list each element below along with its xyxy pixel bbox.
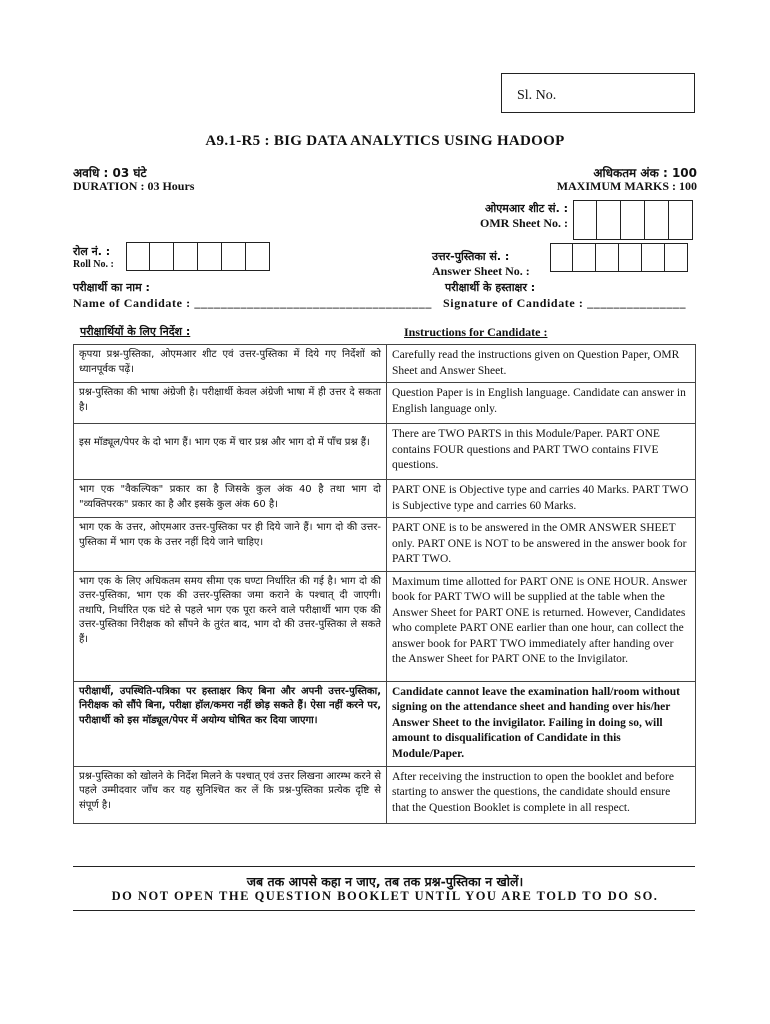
- omr-sheet-number-boxes[interactable]: [573, 200, 693, 240]
- instruction-hindi: भाग एक "वैकल्पिक" प्रकार का है जिसके कुल अंक 40 है तथा भाग दो "व्यक्तिपरक" प्रकार का है और इसके कुल अंक 60 है।: [74, 480, 387, 518]
- duration-english: DURATION : 03 Hours: [73, 179, 195, 193]
- instruction-hindi: प्रश्न-पुस्तिका की भाषा अंग्रेजी है। परीक्षार्थी केवल अंग्रेजी भाषा में ही उत्तर दे सकता है।: [74, 383, 387, 424]
- instructions-heading-english: Instructions for Candidate :: [404, 325, 548, 339]
- footer-rule-top: [73, 866, 695, 867]
- instruction-hindi: भाग एक के उत्तर, ओएमआर उत्तर-पुस्तिका पर ही दिये जाने हैं। भाग दो की उत्तर-पुस्तिका में भाग एक के उत्तर नहीं दिये जाने चाहिए।: [74, 518, 387, 572]
- instructions-heading-hindi: परीक्षार्थियों के लिए निर्देश :: [80, 325, 191, 338]
- instruction-row: [74, 345, 696, 383]
- instruction-hindi: भाग एक के लिए अधिकतम समय सीमा एक घण्टा निर्धारित की गई है। भाग दो की उत्तर-पुस्तिका, भाग एक की उत्तर-पुस्तिका जमा कराने के पश्चात् दी जाएगी। तथापि, निर्धारित एक घंटे से पहले भाग एक पूरा करने वाले परीक्षार्थी भाग एक की उत्तर-पुस्तिका निरीक्षक को सौंपने के तुरंत बाद, भाग दो की उत्तर-पुस्तिका ले सकते हैं।: [74, 571, 387, 681]
- instruction-hindi: कृपया प्रश्न-पुस्तिका, ओएमआर शीट एवं उत्तर-पुस्तिका में दिये गए निर्देशों को ध्यानपूर्वक पढ़ें।: [74, 345, 387, 383]
- signature-field[interactable]: Signature of Candidate : _______________: [443, 296, 687, 310]
- roll-number-label: रोल नं. : Roll No. :: [73, 245, 114, 270]
- footer-notice-english: DO NOT OPEN THE QUESTION BOOKLET UNTIL YOU ARE TOLD TO DO SO.: [111, 889, 659, 903]
- instruction-english: PART ONE is to be answered in the OMR ANSWER SHEET only. PART ONE is NOT to be answered in the answer book for PART TWO.: [387, 518, 696, 572]
- instruction-row: [74, 383, 696, 424]
- instruction-english: PART ONE is Objective type and carries 40 Marks. PART TWO is Subjective type and carries 60 Marks.: [387, 480, 696, 518]
- roll-number-boxes[interactable]: [126, 242, 270, 271]
- serial-number-label: Sl. No.: [517, 88, 557, 103]
- omr-sheet-label: ओएमआर शीट सं. : OMR Sheet No. :: [480, 202, 568, 230]
- instruction-row: [74, 424, 696, 480]
- instruction-hindi: परीक्षार्थी, उपस्थिति-पत्रिका पर हस्ताक्षर किए बिना और अपनी उत्तर-पुस्तिका, निरीक्षक को सौंपे बिना, परीक्षा हॉल/कमरा नहीं छोड़ सकते हैं। ऐसा नहीं करने पर, परीक्षार्थी को इस मॉड्यूल/पेपर में अयोग्य घोषित कर दिया जाएगा।: [74, 681, 387, 766]
- footer-notice-hindi: जब तक आपसे कहा न जाए, तब तक प्रश्न-पुस्तिका न खोलें।: [246, 874, 524, 889]
- instructions-table: [73, 344, 696, 824]
- serial-number-box: [501, 73, 695, 113]
- max-marks-hindi: अधिकतम अंक : 100: [593, 166, 697, 180]
- duration-hindi: अवधि : 03 घंटे: [73, 166, 147, 180]
- instruction-row: [74, 681, 696, 766]
- candidate-name-field[interactable]: Name of Candidate : ____________________________________: [73, 296, 432, 310]
- instruction-row: [74, 571, 696, 681]
- candidate-name-hindi: परीक्षार्थी का नाम :: [73, 281, 150, 294]
- instruction-hindi: इस मॉड्यूल/पेपर के दो भाग हैं। भाग एक में चार प्रश्न और भाग दो में पाँच प्रश्न हैं।: [74, 424, 387, 480]
- instruction-row: [74, 480, 696, 518]
- instruction-english: After receiving the instruction to open the booklet and before starting to answer the questions, the candidate should ensure that the Question Booklet is complete in all respect.: [387, 766, 696, 823]
- paper-title: A9.1-R5 : BIG DATA ANALYTICS USING HADOOP: [205, 133, 565, 149]
- signature-hindi: परीक्षार्थी के हस्ताक्षर :: [445, 281, 536, 294]
- answer-sheet-label: उत्तर-पुस्तिका सं. : Answer Sheet No. :: [432, 250, 530, 278]
- instruction-english: Question Paper is in English language. Candidate can answer in English language only.: [387, 383, 696, 424]
- footer-rule-bottom: [73, 910, 695, 911]
- instruction-row: [74, 518, 696, 572]
- max-marks-english: MAXIMUM MARKS : 100: [556, 179, 697, 193]
- instruction-english: Maximum time allotted for PART ONE is ONE HOUR. Answer book for PART TWO will be supplied at the table when the Answer Sheet for PART ONE is returned. However, Candidates who complete PART ONE earlier than one hour, can collect the answer book for PART TWO immediately after handing over the Answer Sheet for PART ONE to the Invigilator.: [387, 571, 696, 681]
- answer-sheet-number-boxes[interactable]: [550, 243, 688, 272]
- instruction-hindi: प्रश्न-पुस्तिका को खोलने के निर्देश मिलने के पश्चात् एवं उत्तर लिखना आरम्भ करने से पहले उम्मीदवार जाँच कर यह सुनिश्चित कर लें कि प्रश्न-पुस्तिका प्रत्येक दृष्टि से संपूर्ण है।: [74, 766, 387, 823]
- instruction-english: Carefully read the instructions given on Question Paper, OMR Sheet and Answer Sheet.: [387, 345, 696, 383]
- instruction-english: There are TWO PARTS in this Module/Paper. PART ONE contains FOUR questions and PART TWO contains FIVE questions.: [387, 424, 696, 480]
- instruction-english: Candidate cannot leave the examination hall/room without signing on the attendance sheet and handing over his/her Answer Sheet to the invigilator. Failing in doing so, will amount to disqualification of Candidate in this Module/Paper.: [387, 681, 696, 766]
- instruction-row: [74, 766, 696, 823]
